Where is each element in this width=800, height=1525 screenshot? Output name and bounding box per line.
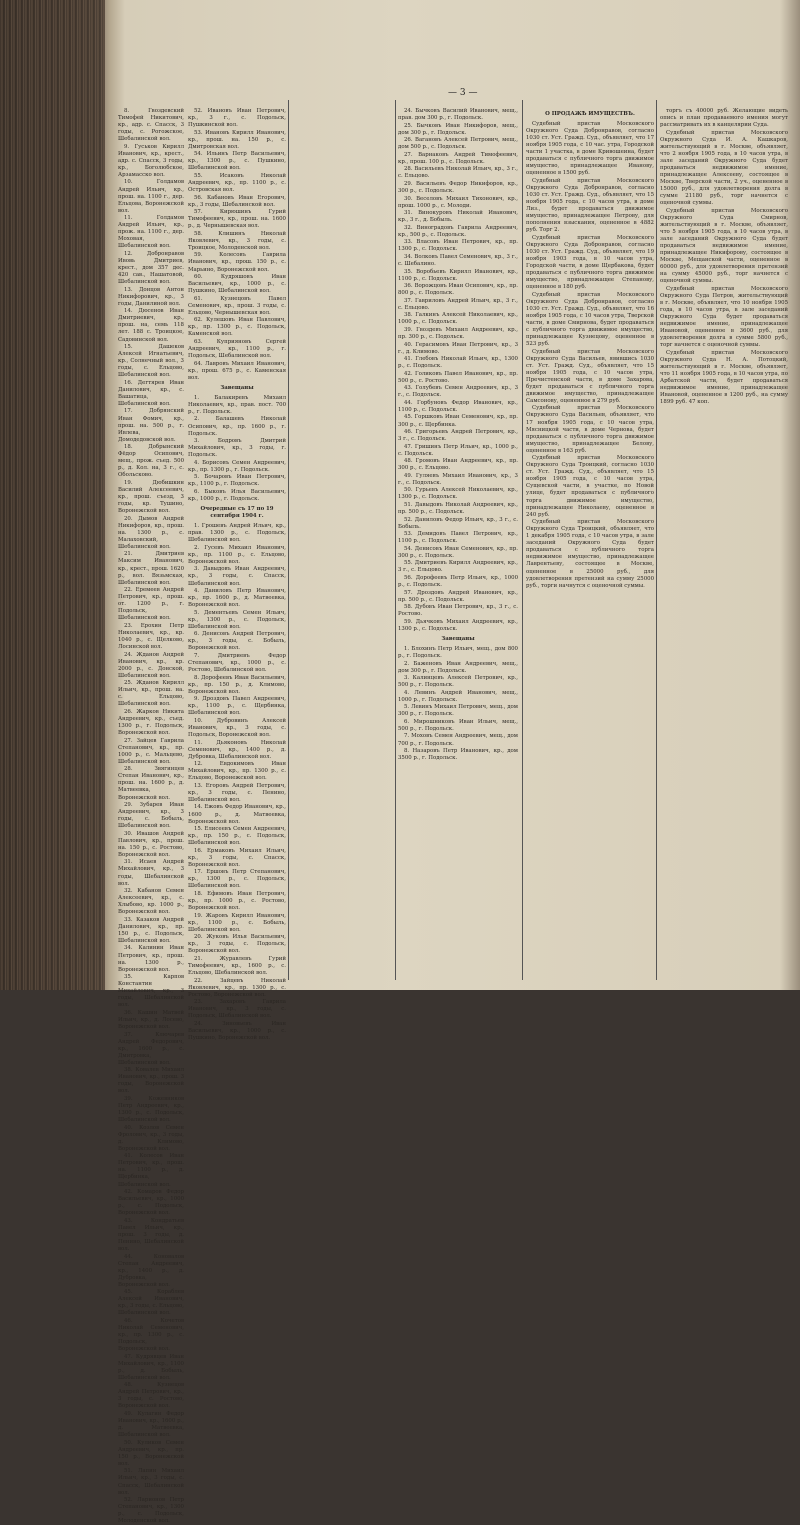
list-entry: 5. Бочаровъ Иван Петрович, кр., 1100 р., г. Подольск. (188, 474, 286, 488)
list-entry: 9. Дроздовъ Павел Андреевич, кр., 1100 р., с. Щербинка, Шебалинской вол. (188, 696, 286, 717)
list-entry: 30. Ивашов Андрей Павлович, кр., прош. на. 150 р., с. Ростово, Воронежской вол. (118, 830, 184, 858)
list-entry: 30. Веселовъ Михаил Тихонович, кр., прош. 1000 р., с. Молоди. (398, 195, 518, 209)
list-entry: 44. Коновалов Степан Андреевич, кр., 1400 р., д. Дубровка, Воронежской вол. (118, 1253, 184, 1288)
list-entry: 46. Кочетов Николай Семенович, кр., пр. 1300 р., с. Подольск, Воронежской вол. (118, 1317, 184, 1353)
list-entry: 41. Колесов Иван Петрович, кр., прош. на. 1100 р., д. Щербинка, Шебалинской вол. (118, 1153, 184, 1188)
list-entry: 56. Кабановъ Иван Егорович, кр., 3 годы, Шебалинской вол. (188, 194, 286, 208)
list-entry: 56. Дорофеевъ Петр Ильич, кр., 1000 р., с. Подольск. (398, 575, 518, 589)
list-entry: 50. Куликов Семен Андреевич, кр., пр. 150 р., Воронежской вол. (118, 1439, 184, 1467)
list-entry: 34. Волковъ Павел Семенович, кр., 3 г., с. Шебалино. (398, 253, 518, 267)
list-entry: 49. Гуляевъ Михаил Иванович, кр., 3 г., с. Подольск. (398, 472, 518, 486)
list-entry: 27. Зайцев Гаврила Степанович, кр., пр. 1000 р., с. Мальцево, Шебалинской вол. (118, 737, 184, 765)
list-entry: 34. Калинин Иван Петрович, кр., прош. на. 1300 р., Воронежской вол. (118, 945, 184, 973)
list-entry: 32. Кабанов Семен Алексеевич, кр., с. Хлыбово, кр. 1000 р., Воронежской вол. (118, 888, 184, 916)
page-number: — 3 — (448, 88, 478, 98)
list-entry: торгъ съ 40000 руб. Желающие видеть опись и план продаваемого имения могут рассматривать их в канцелярии Суда. (660, 108, 788, 129)
list-entry: 45. Кораблев Алексей Иванович, кр., 3 годы, с. Ельцово, Шебалинской вол. (118, 1289, 184, 1317)
list-entry: 29. Васильевъ Федор Никифоров, кр., 300 р., с. Подольск. (398, 180, 518, 195)
list-entry: 47. Кудрявцев Иван Михайлович, кр., 1100 р., д. Бобыль, Шебалинской вол. (118, 1353, 184, 1381)
list-entry: 9. Гуськов Кирилл Иванович, кр., крест., адр. с. Спасск, 3 годы, кр., Боголюбское, Арзамасско вол. (118, 143, 184, 178)
list-entry: 3. Бодровъ Дмитрий Михайлович, кр., 3 годы, г. Подольск. (188, 438, 286, 459)
list-entry: 55. Исаковъ Николай Андреевич, кр., пр. 1100 р., с. Островская вол. (188, 172, 286, 194)
list-entry: 33. Власовъ Иван Петрович, кр., пр. 1300 р., с. Подольск. (398, 239, 518, 253)
list-entry: 14. Ежовъ Федор Иванович, кр., 1600 р., д. Матвеевка, Воронежской вол. (188, 804, 286, 825)
list-entry: 23. Захаровъ Гаврила Иванович, кр., 3 годы, с. Подольск, Шебалинской вол. (188, 999, 286, 1020)
list-entry: Судебный пристав Московского Окружного Суда Добронравов, согласно 1030 ст. Уст. Гражд. Суд., объявляет, что 19 ноября 1903 года, в 10 часов утра, Городской части, в доме Щербакова, будет продаваться с публичного торга движимое имущество, принадлежащее Степанову, оцененное в 180 руб. (526, 234, 654, 291)
list-entry: 10. Голдамов Андрей Ильич, кр., прош. на. 1100 г., дер. Ельцова, Воронежской вол. (118, 179, 184, 214)
list-entry: 15. Елисеевъ Семен Андреевич, кр., пр. 150 р., с. Подольск, Шебалинской вол. (188, 826, 286, 847)
list-entry: 7. Дмитриевъ Федор Степанович, кр., 1000 р., с. Ростово, Шебалинской вол. (188, 652, 286, 674)
list-entry: 20. Жуковъ Илья Васильевич, кр., 3 годы, с. Подольск, Воронежской вол. (188, 934, 286, 955)
list-entry: 57. Кирюшинъ Гурий Тимофеевич, кр., прош. на. 1600 р., д. Чернышевская вол. (188, 209, 286, 230)
list-entry: 55. Дмитриевъ Кирилл Андреевич, кр., 3 г., с. Ельцово. (398, 560, 518, 574)
list-entry: 11. Голдамов Андрей Ильич, кр., прож. на. 1100 г., дер. Моховая, Шебалинской вол. (118, 215, 184, 250)
list-entry: 52. Ларионов Петр Степанович, кр., 1300 р., с. Подольск, Молоденской вол. (118, 1497, 184, 1525)
list-entry: Судебный пристав Московского Окружного Суда Н. А. Потоцкий, жительствующий в г. Москве, объявляет, что 11 ноября 1905 года, в 10 часов утра, по Арбатской части, будет продаваться недвижимое имение, принадлежащее Ивановой, оцененное в 1200 руб., на сумму 1899 руб. 47 коп. (660, 349, 788, 405)
list-entry: 12. Евдокимовъ Иван Михайлович, кр., пр. 1300 р., с. Ельцово, Воронежской вол. (188, 761, 286, 782)
list-entry: 41. Глебовъ Николай Ильич, кр., 1300 р., с. Подольск. (398, 356, 518, 370)
list-entry: 54. Денисовъ Иван Семенович, кр., пр. 300 р., с. Подольск. (398, 545, 518, 559)
list-entry: 53. Ивановъ Кирилл Иванович, кр., прош. на. 150 р., с. Дмитровская вол. (188, 129, 286, 150)
list-entry: 39. Кожевников Петр Андреевич, кр., 1300 р., с. Подольск, Шебалинской вол. (118, 1095, 184, 1124)
list-entry: 49. Кулагин Федор Иванович, кр., 1600 р., д. Матвеевка, Шебалинской вол. (118, 1411, 184, 1439)
list-entry: Судебный пристав Московского Окружного Суда Васильев, объявляет, что 17 ноября 1905 года, с 10 часов утра, Мясницкой части, в доме Чернова, будет продаваться с публичного торга движимое имущество, принадлежащее Белову, оцененное в 163 руб. (526, 405, 654, 454)
list-entry: 58. Клишинъ Николай Яковлевич, кр., 3 годы, с. Троицкое, Молоденской вол. (188, 230, 286, 251)
list-entry: 24. Бычковъ Василий Иванович, мещ., прав. дом 300 р., г. Подольск. (398, 108, 518, 122)
list-entry: 45. Горшковъ Иван Семенович, кр., пр. 300 р., с. Щербинка. (398, 414, 518, 428)
list-entry: 11. Дьяконовъ Николай Семенович, кр., 1400 р., д. Дубровка, Шебалинской вол. (188, 739, 286, 760)
subsection-heading: Завещаны (220, 384, 254, 391)
list-entry: Судебный пристав Московского Окружного Суда Добронравов, согласно 1030 ст. Уст. Гражд. Суд., объявляет, что 17 ноября 1905 года, с 10 час. утра, Городской части 1 участка, в доме Кривошеина, будет продаваться с публичного торга движимое имущество, принадлежащее Иванову, оцененное в 1500 руб. (526, 121, 654, 177)
column-divider (288, 100, 289, 980)
list-entry: 17. Добрянский Иван Фомич, кр., прош. на. 500 р., г. Ивлева, Домодедовской вол. (118, 408, 184, 443)
list-entry: 1. Балакиревъ Михаил Николаевич, кр., прав. пост. 700 р., г. Подольск. (188, 394, 286, 415)
list-entry: 6. Мирошниковъ Иван Ильич, мещ., 500 р., г. Подольск. (398, 718, 518, 732)
list-entry: 8. Гвоздевский Тимофей Никитович, кр., адр. с. Спасск, 3 годы, с. Рогожское, Шебалинской вол. (118, 108, 184, 143)
list-entry: 52. Ивановъ Иван Петрович, кр., 3 г., с. Подольск, Пушкинской вол. (188, 108, 286, 129)
list-entry: 6. Денисовъ Андрей Петрович, кр., 3 годы, с. Бобыль, Воронежской вол. (188, 631, 286, 652)
list-entry: 2. Баженовъ Иван Андреевич, мещ., дом 300 р., г. Подольск. (398, 660, 518, 674)
list-entry: 3. Давыдовъ Иван Андреевич, кр., 3 годы, с. Спасск, Шебалинской вол. (188, 566, 286, 587)
list-entry: 1. Грошевъ Андрей Ильич, кр., прав. 1300 р., с. Подольск, Шебалинской вол. (188, 523, 286, 544)
column-4 (526, 108, 654, 980)
book-spine (0, 0, 105, 990)
list-entry: 61. Кузнецовъ Павел Семенович, кр., прош. 3 годы, с. Ельцово, Чернышевская вол. (188, 295, 286, 316)
column-divider (522, 100, 523, 980)
list-entry: 14. Дюсенов Иван Дмитриевич, кр., прош. на, семь 118 лет. 188 с. Троицкое, Садовинской вол. (118, 308, 184, 343)
list-entry: 35. Карпов Константин Михайлович, кр., 3 годы, Шебалинской вол. (118, 974, 184, 1009)
list-entry: 37. Ключарев Андрей Федорович, кр., 1600 р., с. Дмитровка, Шебалинской вол. (118, 1031, 184, 1066)
list-entry: 63. Куприяновъ Сергей Андреевич, кр., 1100 р., г. Подольск, Шебалинской вол. (188, 339, 286, 360)
list-entry: 42. Комаров Федор Васильевич, кр., 1000 р., с. Подольск, Воронежской вол. (118, 1189, 184, 1217)
list-entry: 5. Дементьевъ Семен Ильич, кр., 1300 р., с. Подольск, Шебалинской вол. (188, 609, 286, 630)
list-entry: 48. Кузнецов Андрей Петрович, кр., 3 годы, с. Ростово, Воронежской вол. (118, 1382, 184, 1410)
list-entry: 12. Добронравов Ивовь Дмитриев, крест., дом 357 дес. 420 сав., Нашатовой, Шебалинской вол. (118, 250, 184, 286)
list-entry: 52. Даниловъ Федор Ильич, кр., 3 г., с. Бобыль. (398, 516, 518, 530)
list-entry: 18. Ефимовъ Иван Петрович, кр., пр. 1000 р., с. Ростово, Воронежской вол. (188, 891, 286, 912)
list-entry: 31. Исаев Андрей Михайлович, кр., 3 годы, Шебалинской вол. (118, 859, 184, 887)
list-entry: 4. Левинъ Андрей Иванович, мещ., 1000 р., г. Подольск. (398, 689, 518, 703)
list-entry: 43. Кондратьев Павел Ильич, кр., прош. 3 годы, д. Пенино, Шебалинской вол. (118, 1217, 184, 1252)
list-entry: 24. Жданов Андрей Иванович, кр., кр. 2000 р., с. Донской, Шебалинской вол. (118, 651, 184, 679)
list-entry: 33. Казаков Андрей Данилович, кр., пр. 150 р., с. Подольск, Шебалинской вол. (118, 916, 184, 944)
list-entry: Судебный пристав Московского Окружного Суда Добронравов, согласно 1030 ст. Уст. Гражд. Суд., объявляет, что 15 ноября 1905 года, с 10 часов утра, в доме Лиз., будет продаваться движимое имущество, принадлежащее Петрову, для пополнения взыскания, оцененное в 4882 руб. Торг 2. (526, 177, 654, 234)
list-entry: 40. Герасимовъ Иван Петрович, кр., 3 г., д. Климово. (398, 341, 518, 355)
list-entry: 64. Лавровъ Михаил Иванович, кр., прош. 675 р., с. Каменская вол. (188, 360, 286, 381)
column-3 (398, 108, 518, 980)
list-entry: 18. Добрынский Фёдор Осипович, мещ., прож. съед. 500 р., д. Кол. на, 3 г., с. Обольсково. (118, 444, 184, 479)
list-entry: 4. Борисовъ Семен Андреевич, кр., пр. 1300 р., г. Подольск. (188, 459, 286, 473)
list-entry: 27. Варнаковъ Андрей Тимофеевич, кр., прош. 100 р., с. Подольск. (398, 151, 518, 165)
list-entry: 29. Зубарев Иван Андреевич, кр., 3 годы, с. Бобыль, Шебалинской вол. (118, 802, 184, 830)
list-entry: 42. Голиковъ Павел Иванович, кр., пр. 500 р., с. Ростово. (398, 370, 518, 384)
list-entry: 21. Журавлевъ Гурий Тимофеевич, кр., 1600 р., с. Ельцово, Шебалинской вол. (188, 955, 286, 977)
section-heading: О ПРОДАЖѢ ИМУЩЕСТВЪ. (545, 111, 635, 117)
list-entry: 8. Дорофеевъ Иван Васильевич, кр., пр. 150 р., д. Климово, Воронежской вол. (188, 674, 286, 695)
list-entry: Судебный пристав Московского Окружного Суда Троицкий, объявляет, что 1 декабря 1905 года, с 10 часов утра, в зале заседаний Окружного Суда будет продаваться с публичного торга недвижимое имущество, принадлежащее Лаврентьеву, состоящее в Москве, оцененное в 25000 руб., для удовлетворения претензий на сумму 25000 руб., торги начнутся с оценочной суммы. (526, 519, 654, 589)
list-entry: 19. Дюбишкин Василий Алексеевич, кр., прош. съезд, 3 годы, кр. Тушино, Воронежской вол. (118, 479, 184, 515)
list-entry: 40. Козлов Семен Фролович, кр., 3 годы, д. Климово, Воронежской вол. (118, 1124, 184, 1152)
list-entry: 28. Васильевъ Николай Ильич, кр., 3 г., с. Ельцово. (398, 166, 518, 180)
list-entry: 6. Быковъ Илья Васильевич, кр., 1000 р., г. Подольск. (188, 488, 286, 502)
list-entry: 13. Донцов Антон Никифорович, кр., 3 годы, Данилиной вол. (118, 286, 184, 307)
list-entry: 50. Гурьевъ Алексей Николаевич, кр., 1300 р., с. Подольск. (398, 487, 518, 501)
list-entry: 10. Дубровинъ Алексей Иванович, кр., 3 годы, с. Подольск, Воронежской вол. (188, 717, 286, 738)
list-entry: 48. Громовъ Иван Андреевич, кр., пр. 300 р., с. Ельцово. (398, 458, 518, 472)
list-entry: 26. Вагановъ Алексей Петрович, мещ., дом 500 р., с. Подольск. (398, 137, 518, 151)
list-entry: 2. Гусевъ Михаил Иванович, кр., пр. 1100 р., с. Ельцово, Воронежской вол. (188, 544, 286, 565)
list-entry: 51. Давыдовъ Николай Андреевич, кр., пр. 500 р., с. Подольск. (398, 502, 518, 516)
list-entry: 58. Дубовъ Иван Петрович, кр., 3 г., с. Ростово. (398, 604, 518, 618)
list-entry: 44. Горбуновъ Федор Иванович, кр., 1100 р., с. Подольск. (398, 399, 518, 413)
list-entry: 21. Дмитриев Максим Иванович, кр., крест., прош. 1620 р., вол. Вязьмская, Шебалинской вол. (118, 551, 184, 586)
list-entry: 59. Дьячковъ Михаил Андреевич, кр., 1300 р., с. Подольск. (398, 618, 518, 632)
subsection-heading: Завещаны (441, 635, 475, 642)
list-entry: 31. Винокуровъ Николай Иванович, кр., 3 г., д. Бобыль. (398, 210, 518, 224)
list-entry: 54. Ильинъ Петр Васильевич, кр., 1300 р., с. Пушкино, Шебалинской вол. (188, 151, 286, 172)
list-entry: 16. Ермаковъ Михаил Ильич, кр., 3 годы, с. Спасск, Воронежской вол. (188, 847, 286, 868)
list-entry: 32. Виноградовъ Гаврила Андреевич, кр., 500 р., с. Подольск. (398, 224, 518, 238)
list-entry: 36. Кашин Матвей Ильич, кр., д. Лосево, Воронежской вол. (118, 1009, 184, 1030)
list-entry: 4. Даниловъ Петр Иванович, кр., пр. 1600 р., д. Матвеевка, Воронежской вол. (188, 588, 286, 609)
list-entry: 8. Назаровъ Петр Иванович, кр., дом 3500 р., г. Подольск. (398, 748, 518, 762)
list-entry: 25. Жданов Кирилл Ильич, кр., прош. на. с. Ельцово, Шебалинской вол. (118, 680, 184, 708)
subsection-heading: Очередные съ 17 по 19 сентября 1904 г. (200, 506, 274, 520)
list-entry: 59. Колесовъ Гаврила Иванович, кр., прош. 150 р., с. Марьино, Воронежской вол. (188, 252, 286, 273)
list-entry: 60. Кудряшовъ Иван Васильевич, кр., 1000 р., с. Пушкино, Шебалинской вол. (188, 274, 286, 295)
list-entry: 46. Григорьевъ Андрей Петрович, кр., 3 г., с. Подольск. (398, 429, 518, 443)
list-entry: 5. Левинъ Михаил Петрович, мещ., дом 300 р., г. Подольск. (398, 704, 518, 718)
list-entry: 15. Дашеков Алексей Игнатьевич, кр., Солнечный вол., 3 годы, с. Ельцово, Шебалинской вол. (118, 344, 184, 379)
list-entry: 16. Дегтярев Иван Данилович, кр., с. Вашатица, Шебалинской вол. (118, 379, 184, 407)
column-2 (188, 108, 286, 1041)
list-entry: 13. Егоровъ Андрей Петрович, кр., 3 годы, с. Пенино, Шебалинской вол. (188, 782, 286, 803)
list-entry: 2. Балашевъ Николай Осипович, кр., пр. 1600 р., г. Подольск. (188, 416, 286, 437)
list-entry: Судебный пристав Московского Окружного Суда Добронравов, согласно 1030 ст. Уст. Гражд. Суд., объявляет, что 16 ноября 1905 года, с 10 часов утра, Тверской части, в доме Смирнова, будет продаваться с публичного торга движимое имущество, принадлежащее Кузнецову, оцененное в 523 руб. (526, 291, 654, 347)
list-entry: 43. Голубевъ Семен Андреевич, кр., 3 г., с. Подольск. (398, 385, 518, 399)
list-entry: Судебный пристав Московского Окружного Суда Петров, жительствующий в г. Москве, объявляет, что 10 ноября 1905 года, в 10 часов утра, в зале заседаний Окружного Суда будет продаваться недвижимое имение, принадлежащее Ивановой, оцененное в 3600 руб., для удовлетворения долга в сумме 5800 руб., торг начнется с оценочной суммы. (660, 285, 788, 349)
list-entry: 35. Воробьевъ Кирилл Иванович, кр., 1100 р., с. Подольск. (398, 268, 518, 282)
list-entry: 28. Звягинцев Степан Иванович, кр., прош. на. 1600 р., д. Матвеевка, Воронежской вол. (118, 766, 184, 801)
list-entry: 47. Гришинъ Петр Ильич, кр., 1000 р., с. Подольск. (398, 443, 518, 457)
list-entry: 37. Гавриловъ Андрей Ильич, кр., 3 г., с. Ельцово. (398, 297, 518, 311)
list-entry: 51. Лапин Михаил Ильич, кр., 3 годы, с. Спасск, Шебалинской вол. (118, 1468, 184, 1496)
column-1 (118, 108, 184, 1525)
list-entry: 22. Зайцевъ Николай Яковлевич, кр., пр. 1300 р., с. Ростово, Воронежской вол. (188, 977, 286, 998)
list-entry: 3. Калинцевъ Алексей Петрович, кр., 500 р., г. Подольск. (398, 675, 518, 689)
list-entry: Судебный пристав Московского Окружного Суда Васильев, явившись 1030 ст. Уст. Гражд. Суд., объявляет, что 15 ноября 1905 года, с 10 часов утра, Пречистенской части, в доме Захарова, будет продаваться с публичного торга движимое имущество, принадлежащее Самсонову, оцененное в 279 руб. (526, 348, 654, 404)
list-entry: 23. Ерохин Петр Николаевич, кр., кр. 1040 р., с. Щелково, Лосинской вол. (118, 622, 184, 651)
list-entry: 57. Дроздовъ Андрей Иванович, кр., пр. 500 р., с. Подольск. (398, 589, 518, 603)
list-entry: 39. Гвоздевъ Михаил Андреевич, кр., пр. 300 р., с. Подольск. (398, 326, 518, 340)
column-5 (660, 108, 788, 980)
list-entry: 26. Жарков Никита Андреевич, кр., съед. 1300 р., г. Подольск, Воронежской вол. (118, 708, 184, 737)
list-entry: Судебный пристав Московского Окружного Суда Смирнов, жительствующий в г. Москве, объявляет, что 5 ноября 1905 года, в 10 часов утра, в зале заседаний Окружного Суда будет продаваться недвижимое имение, принадлежащее Никифорову, состоящее в Москве, Мещанской части, оцененное в 60000 руб., для удовлетворения претензий на сумму 45000 руб., торг начнется с оценочной суммы. (660, 207, 788, 285)
column-divider (395, 100, 396, 980)
list-entry: 62. Кулешовъ Иван Павлович, кр., пр. 1300 р., с. Подольск, Каменской вол. (188, 317, 286, 338)
list-entry: 38. Галкинъ Алексей Николаевич, кр., 1000 р., с. Подольск. (398, 312, 518, 326)
column-divider (656, 100, 657, 980)
list-entry: 7. Моховъ Семен Андреевич, мещ., дом 700 р., г. Подольск. (398, 733, 518, 747)
list-entry: 36. Ворожцовъ Иван Осипович, кр., пр. 800 р., с. Подольск. (398, 283, 518, 297)
list-entry: Судебный пристав Московского Окружного Суда И. А. Кашкаров, жительствующий в г. Москве, объявляет, что 2 ноября 1905 года, в 10 часов утра, в зале заседаний Окружного Суда будет продаваться недвижимое имение, принадлежащее Алексееву, состоящее в Москве, Тверской части, 2 уч., оцененное в 15000 руб., для удовлетворения долга в сумме 21180 руб., торг начнется с оценочной суммы. (660, 129, 788, 207)
list-entry: 1. Блохинъ Петр Ильич, мещ., дом 800 р., г. Подольск. (398, 645, 518, 659)
list-entry: 20. Дымов Андрей Никифоров, кр., прош. на. 1300 р., с. Малаховский, Шебалинской вол. (118, 515, 184, 550)
list-entry: 22. Еремеев Андрей Петрович, кр., прош. от. 1200 р., г. Подольск, Шебалинской вол. (118, 587, 184, 622)
list-entry: Судебный пристав Московского Окружного Суда Троицкий, согласно 1030 ст. Уст. Гражд. Суд., объявляет, что 15 ноября 1905 года, с 10 часов утра, Сущевской части, в участке, по Новой улице, будет продаваться с публичного торга движимое имущество, принадлежащее Николаеву, оцененное в 240 руб. (526, 455, 654, 518)
list-entry: 24. Зиновьевъ Иван Васильевич, кр., 1000 р., с. Пушкино, Воронежской вол. (188, 1020, 286, 1041)
list-entry: 53. Демидовъ Павел Петрович, кр., 1100 р., с. Подольск. (398, 531, 518, 545)
list-entry: 25. Бычковъ Иван Никифоров, мещ., дом 300 р., г. Подольск. (398, 122, 518, 136)
list-entry: 17. Ершовъ Петр Степанович, кр., 1300 р., с. Подольск, Шебалинской вол. (188, 869, 286, 890)
list-entry: 19. Жаровъ Кирилл Иванович, кр., 1100 р., с. Бобыль, Шебалинской вол. (188, 912, 286, 933)
list-entry: 38. Ковалев Михаил Иванович, кр., прош. 3 годы, Воронежской вол. (118, 1067, 184, 1095)
